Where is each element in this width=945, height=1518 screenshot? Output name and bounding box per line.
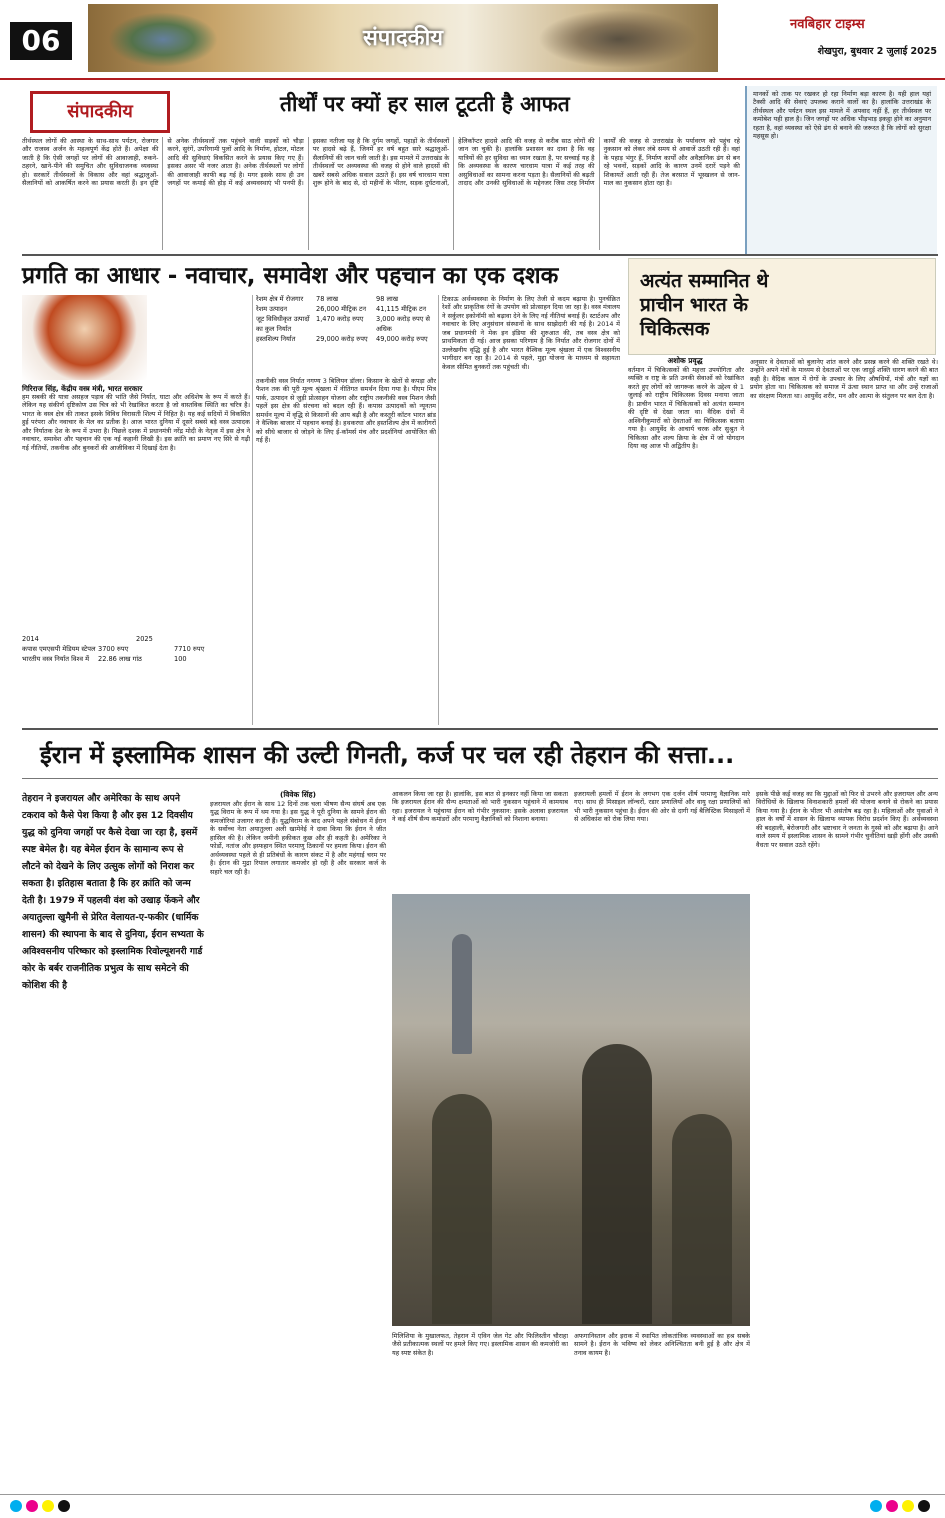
stats-label: कपास एमएसपी मेडियम स्टेपल [22, 645, 96, 654]
iran-column-3: इजरायली हमलों में ईरान के लगभग एक दर्जन शीर्ष परमाणु वैज्ञानिक मारे गए। साथ ही मिसाइल लॉन्चरों, रडार प्रणालियों और वायु रक्षा प्रणालियों को भी भारी नुकसान पहुंचा है। ईरान की ओर से दागी गई बैलिस्टिक मिसाइलों में से अधिकांश को रोक लिया गया। [574, 790, 750, 824]
editorial-body: तीर्थस्थल लोगों की आस्था के साथ-साथ पर्यटन, रोजगार और राजस्व अर्जन के महत्वपूर्ण केंद्र होते हैं। अपेक्षा की जाती है कि ऐसी जगहों पर लोगों की आवाजाही, रुकने-ठहरने, खाने-पीने की समुचित और सुविधाजनक व्यवस्था हो। सरकारें तीर्थस्थलों के विकास और वहां श्रद्धालुओं-सैलानियों को आकर्षित करने का प्रयास करती हैं। इन दृष्टि से अनेक तीर्थस्थलों तक पहुंचने वाली सड़कों को चौड़ा करने, सुरंगें, उपरिगामी पुलों आदि के निर्माण, होटल, मोटल आदि की सुविधाएं विकसित करने के प्रयास किए गए हैं। इसका असर भी नजर आता है। अनेक तीर्थस्थलों पर लोगों की आवाजाही काफी बढ़ गई है। मगर इसके साथ ही उन जगहों पर कमाई की होड़ में कई अव्यवस्थाएं भी पनपी हैं। इसका नतीजा यह है कि दुर्गम जगहों, पहाड़ों के तीर्थस्थलों पर हादसे बढ़े हैं, जिनमें हर वर्ष बहुत सारे श्रद्धालुओं-सैलानियों की जान चली जाती है। इस मामले में उत्तराखंड के तीर्थस्थलों पर अव्यवस्था की वजह से होने वाले हादसों की खबरें सबसे अधिक सवाल उठाते हैं। इस वर्ष चारधाम यात्रा शुरू होने के बाद से, दो महीनों के भीतर, सड़क दुर्घटनाओं, हेलिकॉप्टर हादसे आदि की वजह से करीब साठ लोगों की जान जा चुकी है। हालांकि प्रशासन का दावा है कि वह यात्रियों की हर सुविधा का ध्यान रखता है, पर सच्चाई यह है कि अव्यवस्था के कारण चारधाम यात्रा में कई तरह की असुविधाओं का सामना करना पड़ता है। सैलानियों की बढ़ती तादाद और उनकी सुविधाओं के मद्देनजर जिस तरह निर्माण कार्यों की वजह से उत्तराखंड के पर्यावरण को पहुंच रहे नुकसान को लेकर लंबे समय से आवाजें उठती रही हैं। वहां के पहाड़ भंगुर हैं, निर्माण कार्यों और अवैज्ञानिक ढंग से बन रहे भवनों, सड़कों आदि के कारण उनमें दरारें पड़ने की शिकायतें आती रही हैं। तेज बरसात में भूस्खलन से जान-माल का नुकसान होता रहा है। [22, 137, 740, 188]
registration-mark-cyan [870, 1500, 882, 1512]
lead-article-headline: प्रगति का आधार - नवाचार, समावेश और पहचान का एक दशक [22, 263, 559, 289]
lead-article-column-2: तकनीकी वस्त्र निर्यात नगण्य 3 बिलियन डॉलर। किसान के खेतों से कपड़ा और फैशन तक की पूरी मूल्य श्रृंखला में नीतिगत समर्थन दिया गया है। पीएम मित्र पार्क, उत्पादन से जुड़ी प्रोत्साहन योजना और राष्ट्रीय तकनीकी वस्त्र मिशन जैसी पहलें इस क्षेत्र की संरचना को बदल रही हैं। कपास उत्पादकों को न्यूनतम समर्थन मूल्य में वृद्धि से किसानों की आय बढ़ी है और कस्तूरी कॉटन भारत ब्रांड ने वैश्विक बाजार में पहचान बनाई है। हथकरघा और हस्तशिल्प क्षेत्र में कारीगरों को सीधे बाजार से जोड़ने के लिए ई-कॉमर्स मंच और प्रदर्शनियां आयोजित की गई हैं। [256, 377, 436, 445]
stat-grid-value: 29,000 करोड़ रुपए [316, 334, 368, 343]
masthead-divider [0, 78, 945, 80]
registration-mark-magenta [886, 1500, 898, 1512]
lead-article-stats [22, 634, 250, 665]
stat-grid-row [256, 315, 436, 335]
paper-name: नवबिहार टाइम्स [790, 17, 865, 32]
registration-mark-yellow [42, 1500, 54, 1512]
ayurveda-column-1: वर्तमान में चिकित्सकों की महत्ता उपयोगिता और व्यक्ति व राष्ट्र के प्रति उनकी सेवाओं को रेखांकित करते हुए लोगों को जागरूक करने के उद्देश्य से 1 जुलाई को राष्ट्रीय चिकित्सक दिवस मनाया जाता है। प्राचीन भारत में चिकित्सकों को अत्यंत सम्मान की दृष्टि से देखा जाता था। वैदिक ग्रंथों में अश्विनीकुमारों को देवताओं का चिकित्सक बताया गया है। आयुर्वेद के आचार्य चरक और सुश्रुत ने चिकित्सा और शल्य क्रिया के क्षेत्र में जो योगदान दिया वह आज भी अद्वितीय है। [628, 366, 744, 451]
author-photo [22, 295, 147, 380]
stat-grid-row [256, 305, 436, 315]
ayurveda-author: अशोक प्रवृद्ध [667, 356, 703, 365]
column-divider [252, 295, 253, 725]
stat-grid-value: 78 लाख [316, 295, 339, 303]
registration-mark-black [58, 1500, 70, 1512]
stat-grid-value: 98 लाख [376, 295, 399, 303]
date-line: शेखपुरा, बुधवार 2 जुलाई 2025 [817, 46, 937, 57]
registration-mark-magenta [26, 1500, 38, 1512]
stats-row [22, 654, 250, 664]
ayurveda-headline: अत्यंत सम्मानित थे प्राचीन भारत के चिकित्सक [640, 270, 769, 340]
iran-lead-text: तेहरान ने इजरायल और अमेरिका के साथ अपने टकराव को कैसे पेश किया है और इस 12 दिवसीय युद्ध को दुनिया जगहों पर कैसे देखा जा रहा है, इसमें स्पष्ट बेमेल है। यह बेमेल ईरान के सामान्य रूप से लौटने को देखने के लिए उत्सुक लोगों को निराश कर सकता है। इतिहास बताता है कि हर क्रांति को जन्म देती है। 1979 में पहलवी वंश को उखाड़ फेंकने और अयातुल्ला खुमैनी से प्रेरित वेलायत-ए-फकीर (धार्मिक शासन) की स्थापना के बाद से दुनिया, ईरान सभ्यता के अविश्वसनीय परिष्कार को इस्लामिक रिवोल्यूशनरी गार्ड कोर के बर्बर राजनीतिक प्रभुत्व के साथ समेटने की कोशिश की है [22, 793, 204, 992]
stats-value: 3700 रुपए [98, 645, 129, 654]
column-divider [438, 295, 439, 725]
stat-grid-row [256, 295, 436, 305]
stat-grid-label: रेशम क्षेत्र में रोजगार [256, 295, 304, 303]
iran-column-1: इजरायल और ईरान के साथ 12 दिनों तक चला भीषण सैन्य संघर्ष अब एक युद्ध विराम के रूप में थम गया है। इस युद्ध ने पूरी दुनिया के सामने ईरान की कमजोरियां उजागर कर दी हैं। युद्धविराम के बाद अपने पहले संबोधन में ईरान के सर्वोच्च नेता अयातुल्ला अली खामेनेई ने दावा किया कि ईरान ने जीत हासिल की है। लेकिन जमीनी हकीकत कुछ और ही कहती है। अमेरिका ने फोर्डो, नतांज और इस्फहान स्थित परमाणु ठिकानों पर हमला किया। ईरान की अर्थव्यवस्था पहले से ही प्रतिबंधों के कारण संकट में है और महंगाई चरम पर है। ईरान की मुद्रा रियाल लगातार कमजोर हो रही है और सरकार कर्ज के सहारे चल रही है। [210, 800, 386, 876]
registration-mark-yellow [902, 1500, 914, 1512]
registration-mark-black [918, 1500, 930, 1512]
stat-grid-label: रेशम उत्पादन [256, 304, 288, 313]
stats-label: भारतीय वस्त्र निर्यात विश्व में [22, 655, 90, 664]
iran-column-4: इसके पीछे कई वजह का कि मुद्दाओं को फिर से उभरने और इजरायल और अन्य विरोधियों के खिलाफ विनाशकारी हमलों की योजना बनाने से रोकने का प्रयास किया गया है। ईरान के भीतर भी असंतोष बढ़ रहा है। महिलाओं और युवाओं ने हाल के वर्षों में शासन के खिलाफ व्यापक विरोध प्रदर्शन किए हैं। अर्थव्यवस्था की बदहाली, बेरोजगारी और भ्रष्टाचार ने जनता के गुस्से को और बढ़ाया है। आने वाले समय में इस्लामिक शासन के सामने गंभीर चुनौतियां खड़ी होंगी और उसकी वैधता पर सवाल उठते रहेंगे। [756, 790, 938, 849]
stats-value: 7710 रुपए [174, 645, 205, 654]
registration-mark-cyan [10, 1500, 22, 1512]
stats-header [22, 634, 250, 644]
stat-grid-value: 49,000 करोड़ रुपए [376, 334, 428, 343]
stats-row [22, 644, 250, 654]
iran-headline: ईरान में इस्लामिक शासन की उल्टी गिनती, कर्ज पर चल रही तेहरान की सत्ता... [40, 741, 735, 769]
iran-soldiers-photo [392, 894, 750, 1326]
ayurveda-column-2 [750, 258, 938, 724]
section-title: संपादकीय [362, 26, 444, 51]
photo-soldier-shape [582, 1044, 652, 1324]
section-divider [22, 728, 938, 730]
photo-soldier-shape [672, 1114, 732, 1324]
lead-article-column-1: हम सबकी की यात्रा असहज पड़ाव की भांति जैसे निर्यात, घाटा और अधिशेष के रूप में करते हैं। लेकिन यह संकीर्ण दृष्टिकोण उस चित्र को भी रेखांकित करता है जो वास्तविक स्थिति का चरित्र है। भारत के वस्त्र क्षेत्र की ताकत इसके विविध विरासती शिल्प में निहित है। यह कई सदियों में विकसित हुई परंपरा और नवाचार के मेल का प्रतीक है। आज भारत दुनिया में दूसरे सबसे बड़े वस्त्र उत्पादक और निर्यातक देश के रूप में उभरा है। पिछले दशक में प्रधानमंत्री नरेंद्र मोदी के नेतृत्व में इस क्षेत्र ने नवाचार, समावेश और पहचान की एक नई कहानी लिखी है। इस क्रांति का प्रमाण नए सिरे से गढ़ी गई नीतियों, तकनीक और बुनकरों की आजीविका में दिखाई देता है। [22, 393, 250, 452]
iran-byline: (विवेक सिंह) [280, 790, 316, 799]
stats-year-2025: 2025 [136, 635, 153, 643]
headline-underline [22, 778, 938, 779]
lead-article-column-3: टिकाऊ अर्थव्यवस्था के निर्माण के लिए तेजी से कदम बढ़ाया है। पुनर्चक्रित रेशों और प्राकृतिक रंगों के उपयोग को प्रोत्साहन दिया जा रहा है। वस्त्र मंत्रालय ने सर्कुलर इकोनॉमी को बढ़ावा देने के लिए नई नीतियां बनाई हैं। स्टार्टअप और नवाचार के लिए अनुसंधान संस्थानों के साथ साझेदारी की गई है। 2014 में जब प्रधानमंत्री ने मेक इन इंडिया की शुरुआत की, तब वस्त्र क्षेत्र को प्राथमिकता दी गई। आज इसका परिणाम है कि निर्यात और रोजगार दोनों में उल्लेखनीय वृद्धि हुई है और भारत वैश्विक मूल्य श्रृंखला में एक विश्वसनीय भागीदार बन रहा है। 2014 से पहले, मुद्दा योजना के माध्यम से सहायता केवल सीमित बुनकरों तक पहुंचती थी। [442, 295, 620, 371]
stats-year-2014: 2014 [22, 635, 39, 643]
iran-bottom-column-1: मिलिशिया के मुखालफत, तेहरान में एविन जेल गेट और फिलिस्तीन चौराहा जैसे प्रतीकात्मक स्थलों पर हमले किए गए। इस्लामिक शासन की कमजोरी का यह स्पष्ट संकेत है। [392, 1332, 568, 1357]
stat-grid-value: 26,000 मीट्रिक टन [316, 304, 366, 313]
stat-grid-value: 41,115 मीट्रिक टन [376, 304, 426, 313]
iran-column-2: आकलन किया जा रहा है। हालांकि, इस बात से इनकार नहीं किया जा सकता कि इजरायल ईरान की सैन्य क्षमताओं को भारी नुकसान पहुंचाने में कामयाब रहा। इजरायल ने पहुंचाया ईरान को गंभीर नुकसान: इसके अलावा इजरायल ने कई शीर्ष सैन्य कमांडरों और परमाणु वैज्ञानिकों को निशाना बनाया। [392, 790, 568, 824]
section-banner [88, 4, 718, 72]
masthead [0, 0, 945, 80]
stats-value: 22.86 लाख गांठ [98, 655, 142, 664]
section-divider [22, 254, 938, 256]
editorial-label: संपादकीय [30, 91, 170, 133]
iran-bottom-column-2: अफगानिस्तान और इराक में स्थापित लोकतांत्रिक व्यवस्थाओं का हश्र सबके सामने है। ईरान के भविष्य को लेकर अनिश्चितता बनी हुई है और क्षेत्र में तनाव कायम है। [574, 1332, 750, 1357]
lead-article-stat-grid [256, 295, 436, 344]
page-footer [0, 1494, 945, 1518]
photo-missile-shape [452, 934, 472, 1054]
lead-article-byline: गिरिराज सिंह, केंद्रीय वस्त्र मंत्री, भारत सरकार [22, 384, 143, 393]
page-number: 06 [10, 22, 72, 60]
footer-rule [0, 1494, 945, 1495]
editorial-headline: तीर्थों पर क्यों हर साल टूटती है आफत [280, 92, 570, 116]
stat-grid-label: जूट विविधीकृत उत्पादों का कुल निर्यात [256, 314, 310, 333]
side-column: मानकों को ताक पर रखकर हो रहा निर्माण बड़ा कारण है। यही हाल यहां टैक्सी आदि की सेवाएं उपलब्ध कराने वालों का है। हालांकि उत्तराखंड के तीर्थस्थल और पर्यटन स्थल इस मामले में अपवाद नहीं हैं, हर तीर्थस्थल पर कमोबेश यही हाल है। जिन जगहों पर अधिक भीड़भाड़ इकट्ठा होने का अनुमान रहता है, वहां व्यवस्था को ऐसे ढंग से बनाने की जरूरत है कि लोगों को सुरक्षा महसूस हो। [745, 86, 937, 254]
photo-soldier-shape [432, 1094, 492, 1324]
stat-grid-label: हस्तशिल्प निर्यात [256, 334, 296, 343]
stat-grid-value: 1,470 करोड़ रुपए [316, 314, 364, 323]
stats-value: 100 [174, 655, 187, 664]
stat-grid-row [256, 335, 436, 345]
stat-grid-value: 3,000 करोड़ रुपए से अधिक [376, 314, 430, 333]
ayurveda-column-2-text: अनुसार वे देवताओं को बुलानेए शांत करने और प्रसन्न करने की शक्ति रखते थे। उन्होंने अपने मंत्रों के माध्यम से देवताओं पर एक जादुई शक्ति धारण करने की बात कही है। वैदिक काल में रोगों के उपचार के लिए औषधियों, मंत्रों और यज्ञों का प्रयोग होता था। चिकित्सक को समाज में ऊंचा स्थान प्राप्त था और उन्हें राजाओं का संरक्षण मिलता था। आयुर्वेद शरीर, मन और आत्मा के संतुलन पर बल देता है। [750, 358, 938, 400]
